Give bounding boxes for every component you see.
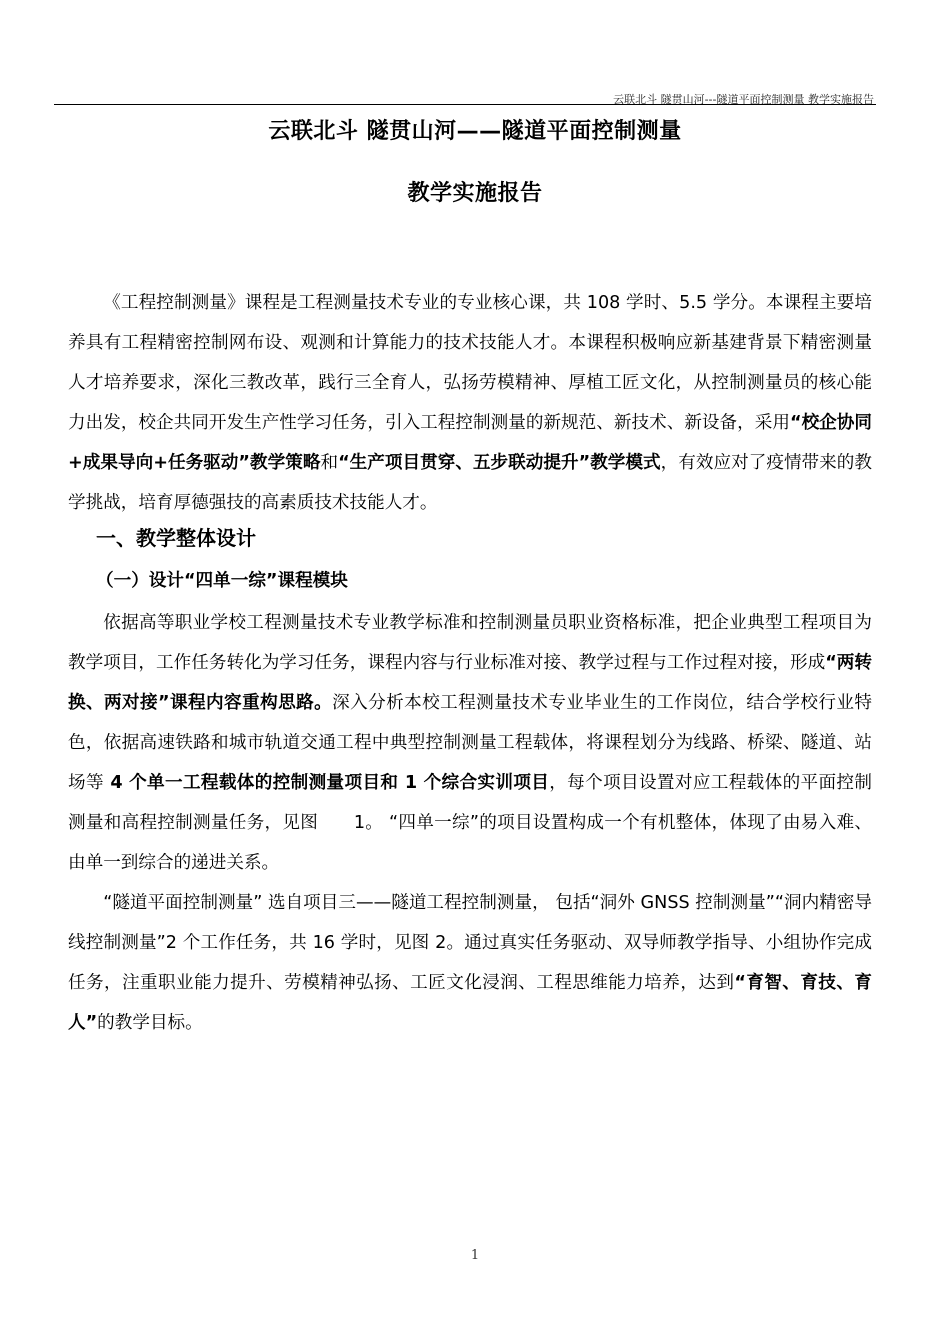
header-divider — [54, 104, 876, 105]
intro-text-3: ，有效应对了疫情带来的教学挑战，培育厚德强技的高素质技术技能人才。 — [68, 453, 872, 513]
page-number: 1 — [470, 1248, 480, 1263]
document-title: 云联北斗 隧贯山河——隧道平面控制测量 — [268, 119, 682, 144]
intro-bold-strategy: “校企协同+成果导向+任务驱动”教学策略 — [68, 413, 872, 473]
intro-text-2: 和 — [320, 453, 339, 473]
intro-text-1: 《工程控制测量》课程是工程测量技术专业的专业核心课，共 108 学时、5.5 学分。本课程主要培养具有工程精密控制网布设、观测和计算能力的技术技能人才。本课程积极响应新基建背景下精密测量人才培养要求，深化三教改革，践行三全育人，弘扬劳模精神、厚植工匠文化，从控制测量员的核心能力出发，校企共同开发生产性学习任务，引入工程控制测量的新规范、新技术、新设备，采用 — [68, 293, 872, 433]
para2-text-3: ，每个项目设置对应工程载体的平面控制测量和高程控制测量任务，见图 1。 “四单一综”的项目设置构成一个有机整体，体现了由易入难、由单一到综合的递进关系。 — [68, 773, 872, 873]
para3-text-1: “隧道平面控制测量” 选自项目三——隧道工程控制测量， 包括“洞外 GNSS 控制测量”“洞内精密导线控制测量”2 个工作任务，共 16 学时，见图 2。通过真实任务驱动、双导师教学指导、小组协作完成任务，注重职业能力提升、劳模精神弘扬、工匠文化浸润、工程思维能力培养，达到 — [68, 893, 872, 993]
section-heading: 一、教学整体设计 — [96, 526, 256, 550]
running-header: 云联北斗 隧贯山河---隧道平面控制测量 教学实施报告 — [613, 93, 874, 106]
document-subtitle: 教学实施报告 — [407, 181, 543, 206]
tunnel-task-paragraph — [68, 883, 872, 1043]
subsection-heading: （一）设计“四单一综”课程模块 — [96, 571, 348, 591]
module-design-paragraph — [68, 603, 872, 883]
intro-paragraph — [68, 283, 872, 523]
intro-bold-mode: “生产项目贯穿、五步联动提升”教学模式 — [338, 453, 661, 473]
para2-text-1: 依据高等职业学校工程测量技术专业教学标准和控制测量员职业资格标准，把企业典型工程项目为教学项目，工作任务转化为学习任务，课程内容与行业标准对接、教学过程与工作过程对接，形成 — [68, 613, 872, 673]
para3-text-2: 的教学目标。 — [97, 1013, 203, 1033]
para2-bold-2: 4 个单一工程载体的控制测量项目和 1 个综合实训项目 — [103, 773, 550, 793]
para2-text-2: 深入分析本校工程测量技术专业毕业生的工作岗位，结合学校行业特色，依据高速铁路和城市轨道交通工程中典型控制测量工程载体，将课程划分为线路、桥梁、隧道、站场等 — [68, 693, 872, 793]
para3-bold-1: “育智、育技、育人” — [68, 973, 872, 1033]
para2-bold-1: “两转换、两对接”课程内容重构思路。 — [68, 653, 872, 713]
